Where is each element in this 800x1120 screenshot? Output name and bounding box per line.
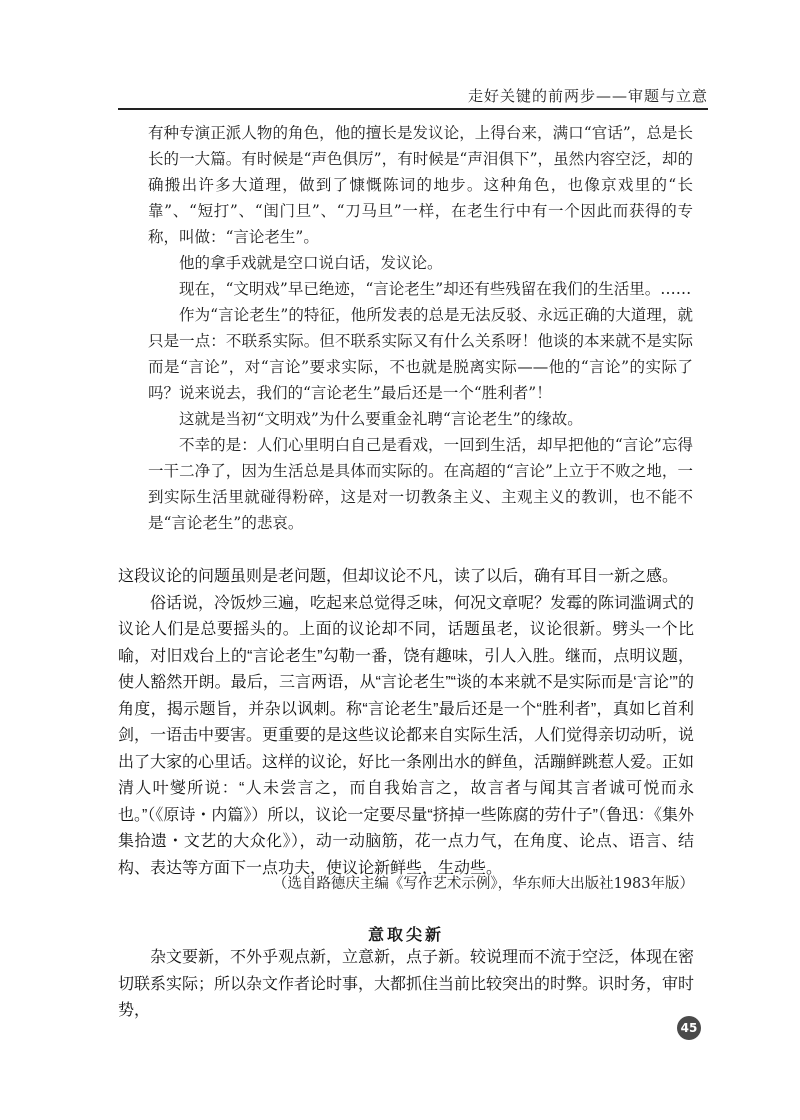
body-paragraph: 俗话说，冷饭炒三遍，吃起来总觉得乏味，何况文章呢？发霉的陈词滥调式的议论人们是总要摇头的。上面的议论却不同，话题虽老，议论很新。劈头一个比喻，对旧戏台上的“言论老生”勾勒一番，饶有趣味，引人入胜。继而，点明议题，使人豁然开朗。最后，三言两语，从“言论老生”“谈的本来就不是实际而是‘言论’”的角度，揭示题旨，并杂以讽刺。称“言论老生”最后还是一个“胜利者”，真如匕首利剑，一语击中要害。更重要的是这些议论都来自实际生活，人们觉得亲切动听，说出了大家的心里话。这样的议论，好比一条刚出水的鲜鱼，活蹦鲜跳惹人爱。正如清人叶燮所说：“人未尝言之，而自我始言之，故言者与闻其言者诚可悦而永也。”（《原诗・内篇》）所以，议论一定要尽量“挤掉一些陈腐的劳什子”（鲁迅：《集外集拾遗・文艺的大众化》），动一动脑筋，花一点力气，在角度、论点、语言、结构、表达等方面下一点功夫，使议论新鲜些，生动些。 [118, 594, 695, 877]
quote-paragraph: 他的拿手戏就是空口说白话，发议论。 [179, 254, 443, 272]
quote-paragraph: 作为“言论老生”的特征，他所发表的总是无法反驳、永远正确的大道理，就只是一点：不联系实际。但不联系实际又有什么关系呀！他谈的本来就不是实际而是“言论”，对“言论”要求实际，不也就是脱离实际——他的“言论”的实际了吗？说来说去，我们的“言论老生”最后还是一个“胜利者”！ [148, 306, 693, 402]
body-paragraph: 这段议论的问题虽则是老问题，但却议论不凡，读了以后，确有耳目一新之感。 [118, 568, 679, 585]
quote-paragraph: 不幸的是：人们心里明白自己是看戏，一回到生活，却早把他的“言论”忘得一干二净了，因为生活总是具体而实际的。在高超的“言论”上立于不败之地，一到实际生活里就碰得粉碎，这是对一切教条主义、主观主义的教训，也不能不是“言论老生”的悲哀。 [148, 436, 693, 532]
commentary [118, 564, 694, 882]
header-rule [118, 108, 708, 110]
quoted-essay [148, 120, 693, 536]
source-citation: （选自路德庆主编《写作艺术示例》，华东师大出版社1983年版） [272, 876, 694, 892]
section-heading: 意取尖新 [367, 927, 444, 944]
quote-paragraph: 这就是当初“文明戏”为什么要重金礼聘“言论老生”的缘故。 [179, 410, 583, 428]
page-number-badge: 45 [677, 1016, 701, 1040]
quote-paragraph: 有种专演正派人物的角色，他的擅长是发议论，上得台来，满口“官话”，总是长长的一大篇。有时候是“声色俱厉”，有时候是“声泪俱下”，虽然内容空泛，却的确搬出许多大道理，做到了慷慨陈词的地步。这种角色，也像京戏里的“长靠”、“短打”、“闺门旦”、“刀马旦”一样，在老生行中有一个因此而获得的专称，叫做：“言论老生”。 [148, 124, 693, 246]
quote-paragraph: 现在，“文明戏”早已绝迹，“言论老生”却还有些残留在我们的生活里。…… [179, 280, 692, 298]
body-paragraph: 杂文要新，不外乎观点新，立意新，点子新。较说理而不流于空泛，体现在密切联系实际；所以杂文作者论时事，大都抓住当前比较突出的时弊。识时务，审时势， [118, 949, 695, 1019]
section-body [118, 945, 694, 1025]
running-header: 走好关键的前两步——审题与立意 [467, 87, 708, 105]
